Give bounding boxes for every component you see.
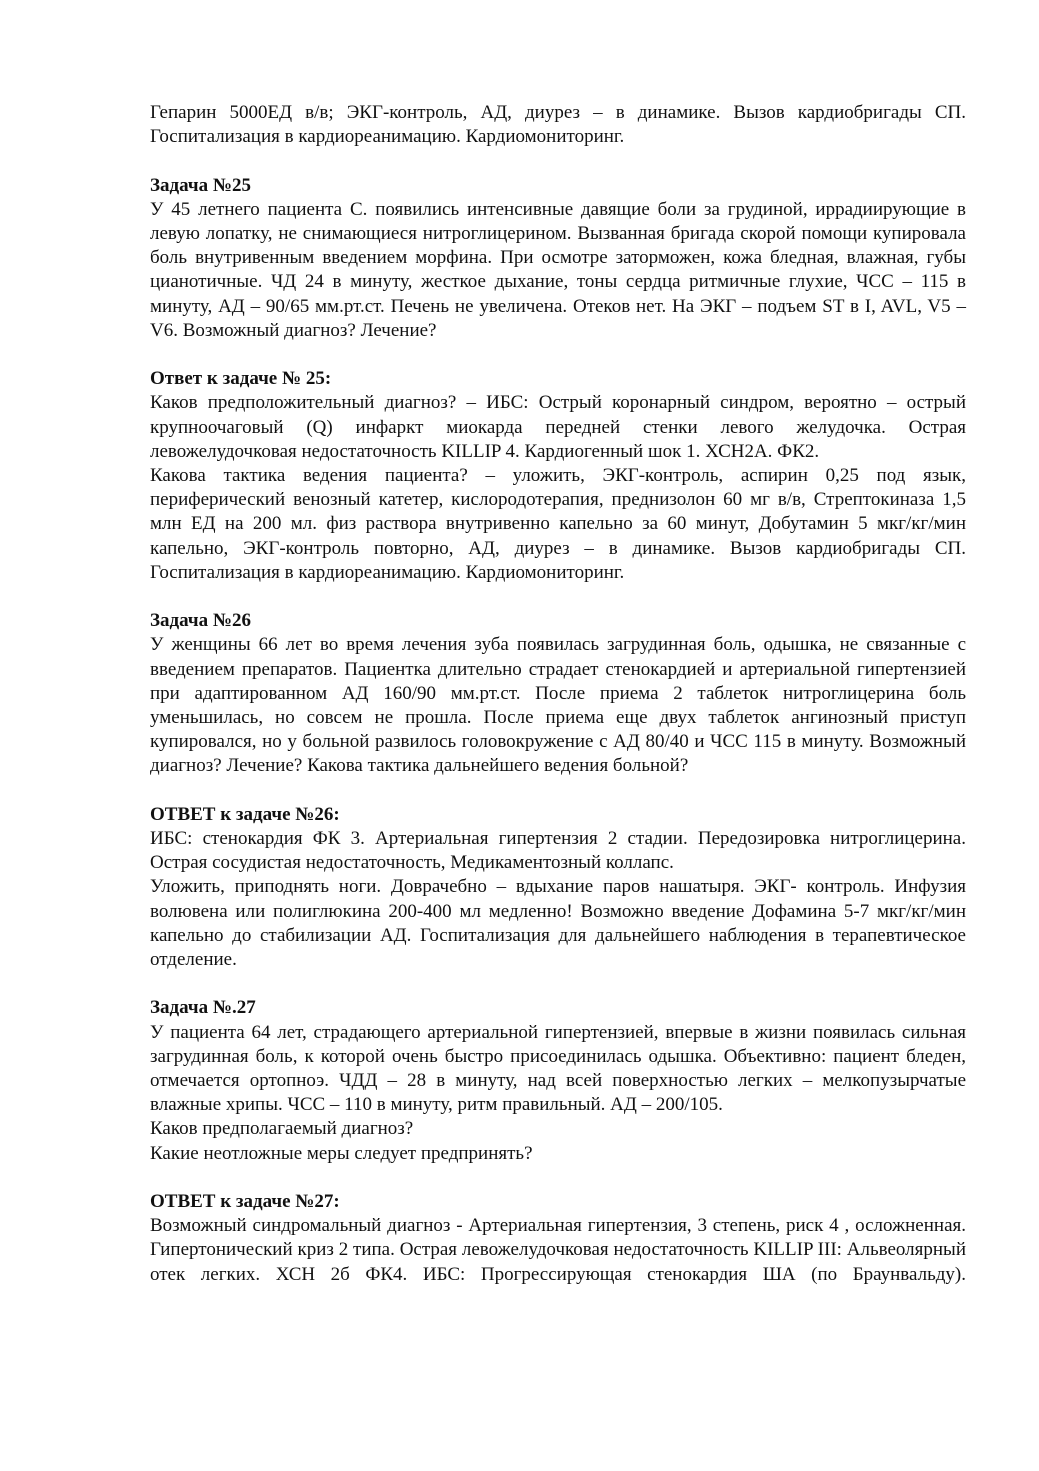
task-27-title: Задача №.27 — [150, 997, 256, 1019]
answer-25-tactics: Какова тактика ведения пациента? – уложить, ЭКГ-контроль, аспирин 0,25 под язык, периферический венозный катетер, кислородотерапия, преднизолон 60 мг в/в, Стрептокиназа 1,5 млн ЕД на 200 мл. физ раствора внутривенно капельно за 60 минут, Добутамин 5 мкг/кг/мин капельно, ЭКГ-контроль повторно, АД, диурез – в динамике. Вызов кардиобригады СП. Госпитализация в кардиореанимацию. Кардиомониторинг. — [150, 465, 966, 583]
task-25-text: У 45 летнего пациента С. появились интенсивные давящие боли за грудиной, иррадиирующие в левую лопатку, не снимающиеся нитроглицерином. Вызванная бригада скорой помощи купировала боль внутривенным введением морфина. При осмотре заторможен, кожа бледная, влажная, губы цианотичные. ЧД 24 в минуту, жесткое дыхание, тоны сердца ритмичные глухие, ЧСС – 115 в минуту, АД – 90/65 мм.рт.ст. Печень не увеличена. Отеков нет. На ЭКГ – подъем ST в I, AVL, V5 – V6. Возможный диагноз? Лечение? — [150, 198, 966, 341]
spacer — [150, 343, 966, 367]
intro-paragraph: Гепарин 5000ЕД в/в; ЭКГ-контроль, АД, диурез – в динамике. Вызов кардиобригады СП. Госпитализация в кардиореанимацию. Кардиомониторинг. — [150, 102, 966, 148]
spacer — [150, 779, 966, 803]
answer-25-diagnosis: Каков предположительный диагноз? – ИБС: Острый коронарный синдром, вероятно – острый крупноочаговый (Q) инфаркт миокарда передней стенки левого желудочка. Острая левожелудочковая недостаточность KILLIP 4. Кардиогенный шок 1. ХСН2А. ФК2. — [150, 392, 966, 462]
document-page — [150, 101, 966, 1287]
task-25-title: Задача №25 — [150, 174, 251, 196]
task-26-text: У женщины 66 лет во время лечения зуба появилась загрудинная боль, одышка, не связанные с введением препаратов. Пациентка длительно страдает стенокардией и артериальной гипертензией при адаптированном АД 160/90 мм.рт.ст. После приема 2 таблеток нитроглицерина боль уменьшилась, но совсем не прошла. После приема еще двух таблеток ангинозный приступ купировался, но у больной развилось головокружение с АД 80/40 и ЧСС 115 в минуту. Возможный диагноз? Лечение? Какова тактика дальнейшего ведения больной? — [150, 634, 966, 777]
task-27-question-diagnosis: Каков предполагаемый диагноз? — [150, 1118, 414, 1140]
answer-26-diagnosis: ИБС: стенокардия ФК 3. Артериальная гипертензия 2 стадии. Передозировка нитроглицерина. Острая сосудистая недостаточность, Медикаментозный коллапс. — [150, 828, 966, 874]
spacer — [150, 1166, 966, 1190]
task-26-title: Задача №26 — [150, 610, 251, 632]
answer-27-diagnosis: Возможный синдромальный диагноз - Артериальная гипертензия, 3 степень, риск 4 , осложненная. Гипертонический криз 2 типа. Острая левожелудочковая недостаточность KILLIP III: Альвеолярный отек легких. ХСН 2б ФК4. ИБС: Прогрессирующая стенокардия ША (по Браунвальду). — [150, 1215, 966, 1285]
answer-26-title: ОТВЕТ к задаче №26: — [150, 803, 340, 825]
task-27-question-measures: Какие неотложные меры следует предпринять? — [150, 1142, 533, 1164]
answer-27-title: ОТВЕТ к задаче №27: — [150, 1191, 340, 1213]
spacer — [150, 972, 966, 996]
task-27-text: У пациента 64 лет, страдающего артериальной гипертензией, впервые в жизни появилась сильная загрудинная боль, к которой очень быстро присоединилась одышка. Объективно: пациент бледен, отмечается ортопноэ. ЧДД – 28 в минуту, над всей поверхностью легких – мелкопузырчатые влажные хрипы. ЧСС – 110 в минуту, ритм правильный. АД – 200/105. — [150, 1021, 966, 1116]
spacer — [150, 585, 966, 609]
answer-25-title: Ответ к задаче № 25: — [150, 368, 332, 390]
spacer — [150, 149, 966, 173]
answer-26-tactics: Уложить, приподнять ноги. Доврачебно – вдыхание паров нашатыря. ЭКГ- контроль. Инфузия волювена или полиглюкина 200-400 мл медленно! Возможно введение Дофамина 5-7 мкг/кг/мин капельно до стабилизации АД. Госпитализация для дальнейшего наблюдения в терапевтическое отделение. — [150, 876, 966, 971]
